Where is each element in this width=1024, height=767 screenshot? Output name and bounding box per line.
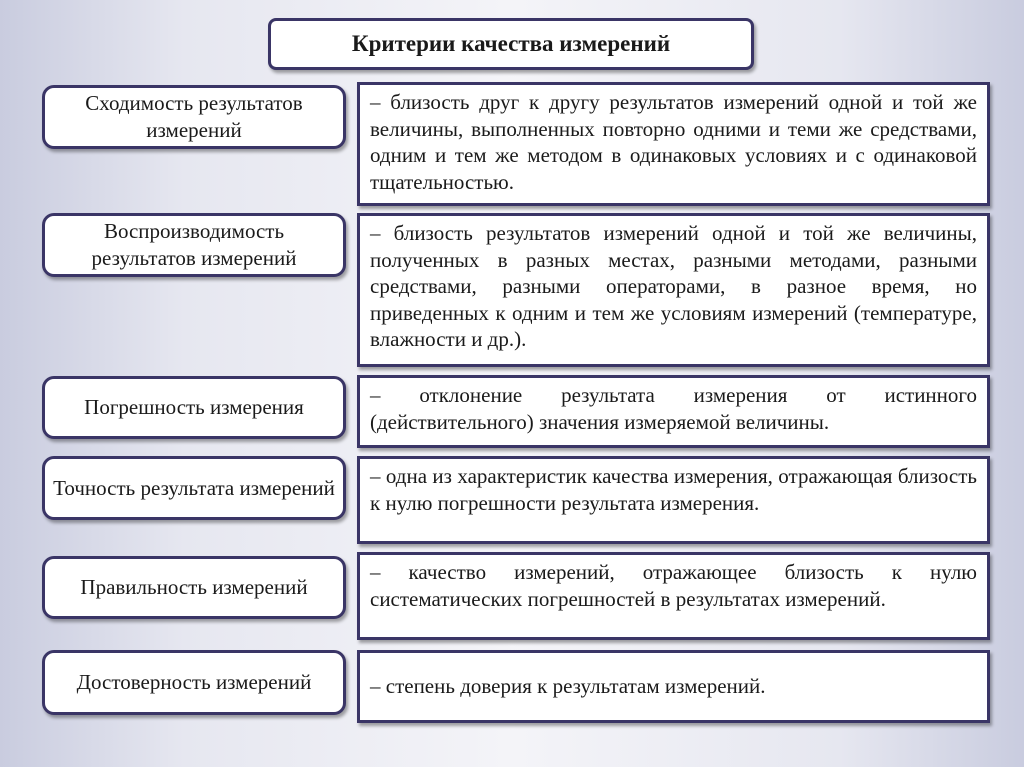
term-reliability: Достоверность измерений — [42, 650, 346, 715]
definition-accuracy: – одна из характеристик качества измерения, отражающая близость к нулю погрешности результата измерения. — [357, 456, 990, 544]
term-reproducibility: Воспроизводимость результатов измерений — [42, 213, 346, 277]
term-correctness: Правильность измерений — [42, 556, 346, 619]
term-measurement-error: Погрешность измерения — [42, 376, 346, 439]
definition-reliability: – степень доверия к результатам измерений. — [357, 650, 990, 723]
term-accuracy: Точность результата измерений — [42, 456, 346, 520]
definition-measurement-error: – отклонение результата измерения от истинного (действительного) значения измеряемой величины. — [357, 375, 990, 448]
term-convergence: Сходимость результатов измерений — [42, 85, 346, 149]
definition-correctness: – качество измерений, отражающее близость к нулю систематических погрешностей в результатах измерений. — [357, 552, 990, 640]
definition-reproducibility: – близость результатов измерений одной и той же величины, полученных в разных местах, разными методами, разными средствами, разными операторами, в разное время, но приведенных к одним и тем же условиям измерений (температуре, влажности и др.). — [357, 213, 990, 367]
definition-convergence: – близость друг к другу результатов измерений одной и той же величины, выполненных повторно одними и теми же средствами, одним и тем же методом в одинаковых условиях и с одинаковой тщательностью. — [357, 82, 990, 206]
page-title: Критерии качества измерений — [268, 18, 754, 70]
